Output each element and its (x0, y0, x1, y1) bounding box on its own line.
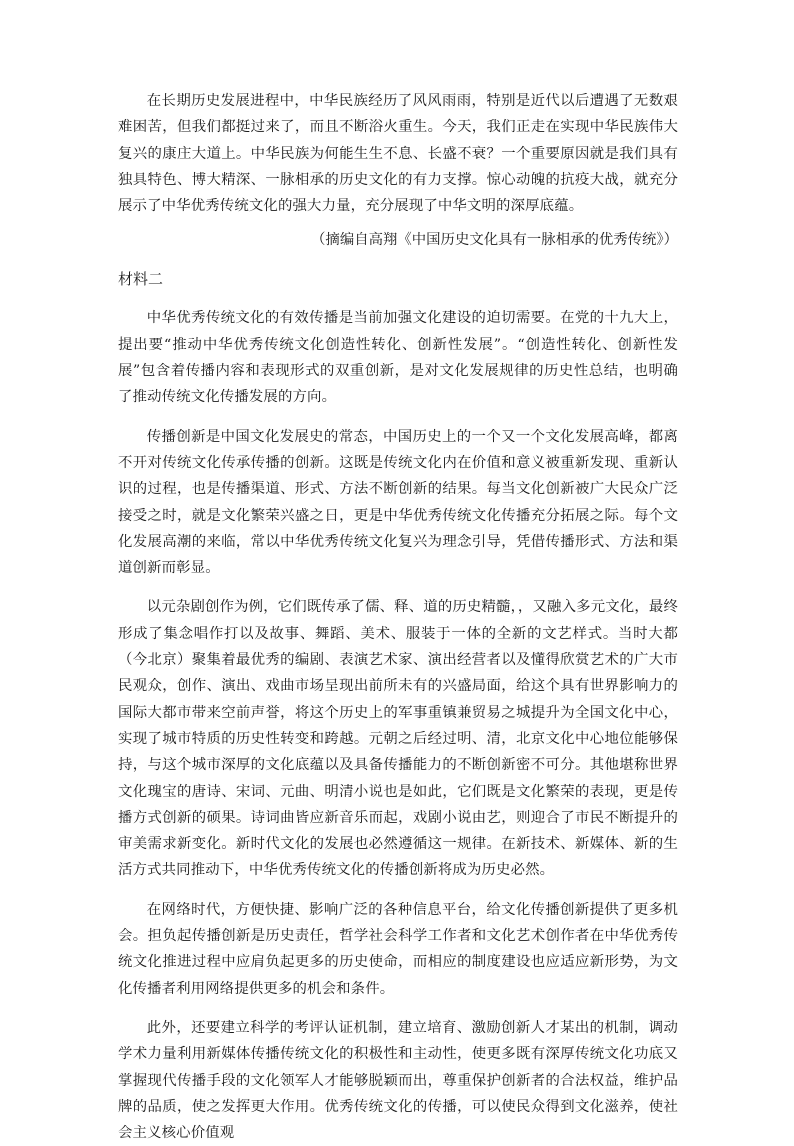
paragraph-spacer (118, 411, 678, 424)
paragraph-2: 中华优秀传统文化的有效传播是当前加强文化建设的迫切需要。在党的十九大上，提出要“推动中华优秀传统文化创造性转化、创新性发展”。“创造性转化、创新性发展”包含着传播内容和表现形式的双重创新，是对文化发展规律的历史性总结，也明确了推动传统文化传播发展的方向。 (118, 310, 678, 406)
paragraph-spacer (118, 581, 678, 594)
paragraph-spacer (118, 1002, 678, 1015)
paragraph-6: 此外，还要建立科学的考评认证机制，建立培育、激励创新人才某出的机制，调动学术力量利用新媒体传播传统文化的积极性和主动性，使更多既有深厚传统文化功底又掌握现代传播手段的文化领军人才能够脱颖而出，尊重保护创新者的合法权益，维护品牌的品质，使之发挥更大作用。优秀传统文化的传播，可以使民众得到文化滋养，使社会主义核心价值观 (118, 1019, 678, 1142)
document-page (118, 88, 678, 1146)
paragraph-5: 在网络时代，方便快捷、影响广泛的各种信息平台，给文化传播创新提供了更多机会。担负起传播创新是历史责任，哲学社会科学工作者和文化艺术创作者在中华优秀传统文化推进过程中应肩负起更多的历史使命，而相应的制度建设也应适应新形势，为文化传播者利用网络提供更多的机会和条件。 (118, 901, 678, 997)
section-heading-material-two: 材料二 (118, 271, 164, 289)
paragraph-spacer (118, 884, 678, 897)
paragraph-1: 在长期历史发展进程中，中华民族经历了风风雨雨，特别是近代以后遭遇了无数艰难困苦，但我们都挺过来了，而且不断浴火重生。今天，我们正走在实现中华民族伟大复兴的康庄大道上。中华民族为何能生生不息、长盛不衰？一个重要原因就是我们具有独具特色、博大精深、一脉相承的历史文化的有力支撑。惊心动魄的抗疫大战，就充分展示了中华优秀传统文化的强大力量，充分展现了中华文明的深厚底蕴。 (118, 93, 678, 215)
paragraph-4: 以元杂剧创作为例，它们既传承了儒、释、道的历史精髓，，又融入多元文化，最终形成了集念唱作打以及故事、舞蹈、美术、服装于一体的全新的文艺样式。当时大都（今北京）聚集着最优秀的编剧、表演艺术家、演出经营者以及懂得欣赏艺术的广大市民观众，创作、演出、戏曲市场呈现出前所未有的兴盛局面，给这个具有世界影响力的国际大都市带来空前声誉，将这个历史上的军事重镇兼贸易之城提升为全国文化中心，实现了城市特质的历史性转变和跨越。元朝之后经过明、清，北京文化中心地位能够保持，与这个城市深厚的文化底蕴以及具备传播能力的不断创新密不可分。其他堪称世界文化瑰宝的唐诗、宋词、元曲、明清小说也是如此，它们既是文化繁荣的表现，更是传播方式创新的硕果。诗词曲皆应新音乐而起，戏剧小说由艺，则迎合了市民不断提升的审美需求新变化。新时代文化的发展也必然遵循这一规律。在新技术、新媒体、新的生活方式共同推动下，中华优秀传统文化的传播创新将成为历史必然。 (118, 599, 678, 879)
paragraph-3: 传播创新是中国文化发展史的常态，中国历史上的一个又一个文化发展高峰，都离不开对传统文化传承传播的创新。这既是传统文化内在价值和意义被重新发现、重新认识的过程，也是传播渠道、形式、方法不断创新的结果。每当文化创新被广大民众广泛接受之时，就是文化繁荣兴盛之日，更是中华优秀传统文化传播充分拓展之际。每个文化发展高潮的来临，常以中华优秀传统文化复兴为理念引导，凭借传播形式、方法和渠道创新而彰显。 (118, 428, 678, 577)
source-citation: （摘编自高翔《中国历史文化具有一脉相承的优秀传统》） (311, 232, 678, 249)
